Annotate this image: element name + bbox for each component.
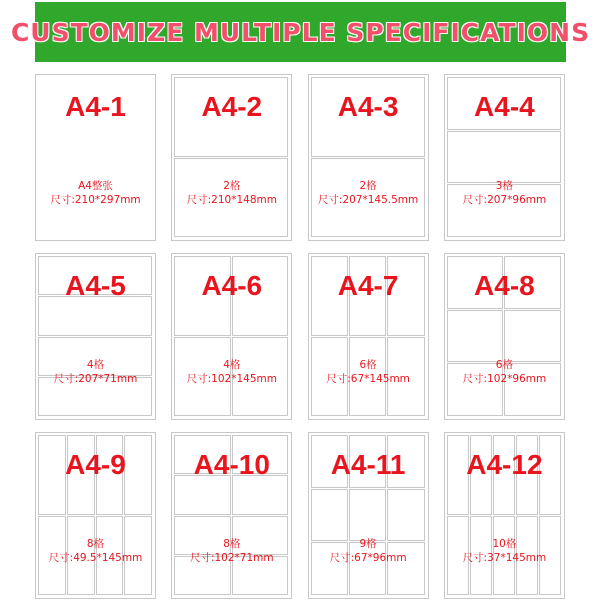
spec-card-a4-12 xyxy=(444,432,565,599)
cell-size: 尺寸:49.5*145mm xyxy=(48,552,143,564)
label-cell xyxy=(38,296,152,335)
spec-card-a4-5 xyxy=(35,253,156,420)
label-cell xyxy=(174,475,231,514)
cell-size: 尺寸:102*96mm xyxy=(462,373,547,385)
spec-code: A4-4 xyxy=(474,91,535,122)
label-cell xyxy=(349,489,386,542)
label-cell xyxy=(447,310,504,363)
label-cell xyxy=(387,489,424,542)
spec-card-a4-11 xyxy=(308,432,429,599)
cell-size: 尺寸:207*145.5mm xyxy=(317,194,419,206)
spec-card-a4-6 xyxy=(171,253,292,420)
spec-description xyxy=(172,358,291,386)
cell-count: 8格 xyxy=(86,538,105,550)
cell-size: 尺寸:102*71mm xyxy=(189,552,274,564)
label-cell xyxy=(311,489,348,542)
spec-code: A4-6 xyxy=(201,270,263,301)
spec-description xyxy=(445,358,564,386)
spec-description xyxy=(445,179,564,207)
label-cell xyxy=(232,475,289,514)
cell-size: 尺寸:102*145mm xyxy=(186,373,277,385)
spec-code: A4-12 xyxy=(466,449,543,480)
spec-description xyxy=(36,537,155,565)
spec-card-a4-1 xyxy=(35,74,156,241)
spec-code: A4-8 xyxy=(474,270,535,301)
cell-size: 尺寸:210*148mm xyxy=(186,194,277,206)
spec-description xyxy=(309,358,428,386)
cell-count: 10格 xyxy=(492,538,517,550)
spec-card-a4-4 xyxy=(444,74,565,241)
spec-code: A4-2 xyxy=(201,91,263,122)
spec-code: A4-10 xyxy=(193,449,270,480)
spec-card-a4-2 xyxy=(171,74,292,241)
label-cell xyxy=(447,131,561,184)
cell-count: A4整张 xyxy=(78,180,113,192)
spec-card-a4-8 xyxy=(444,253,565,420)
spec-description xyxy=(172,179,291,207)
cell-size: 尺寸:67*145mm xyxy=(326,373,410,385)
cell-size: 尺寸:207*96mm xyxy=(462,194,547,206)
spec-description xyxy=(309,179,428,207)
spec-description xyxy=(36,358,155,386)
cell-size: 尺寸:37*145mm xyxy=(462,552,547,564)
spec-card-a4-10 xyxy=(171,432,292,599)
spec-description xyxy=(36,179,155,207)
cell-size: 尺寸:210*297mm xyxy=(50,194,141,206)
spec-code: A4-7 xyxy=(337,270,399,301)
label-cell xyxy=(504,310,561,363)
cell-count: 8格 xyxy=(223,538,241,550)
header-banner xyxy=(10,2,591,62)
cell-count: 2格 xyxy=(359,180,377,192)
cell-count: 9格 xyxy=(359,538,377,550)
spec-card-a4-7 xyxy=(308,253,429,420)
cell-size: 尺寸:207*71mm xyxy=(53,373,138,385)
banner-title: CUSTOMIZE MULTIPLE SPECIFICATIONS xyxy=(10,17,591,47)
cell-count: 4格 xyxy=(223,359,241,371)
cell-count: 2格 xyxy=(223,180,241,192)
spec-card-a4-9 xyxy=(35,432,156,599)
cell-size: 尺寸:67*96mm xyxy=(329,552,407,564)
spec-description xyxy=(172,537,291,565)
spec-description xyxy=(445,537,564,565)
spec-description xyxy=(309,537,428,565)
spec-code: A4-3 xyxy=(337,91,399,122)
spec-card-a4-3 xyxy=(308,74,429,241)
cell-count: 3格 xyxy=(495,180,513,192)
cell-count: 6格 xyxy=(495,359,513,371)
cell-count: 4格 xyxy=(86,359,105,371)
spec-code: A4-11 xyxy=(330,449,406,480)
spec-code: A4-1 xyxy=(65,91,126,122)
spec-code: A4-9 xyxy=(65,449,126,480)
cell-count: 6格 xyxy=(359,359,377,371)
spec-code: A4-5 xyxy=(65,270,126,301)
